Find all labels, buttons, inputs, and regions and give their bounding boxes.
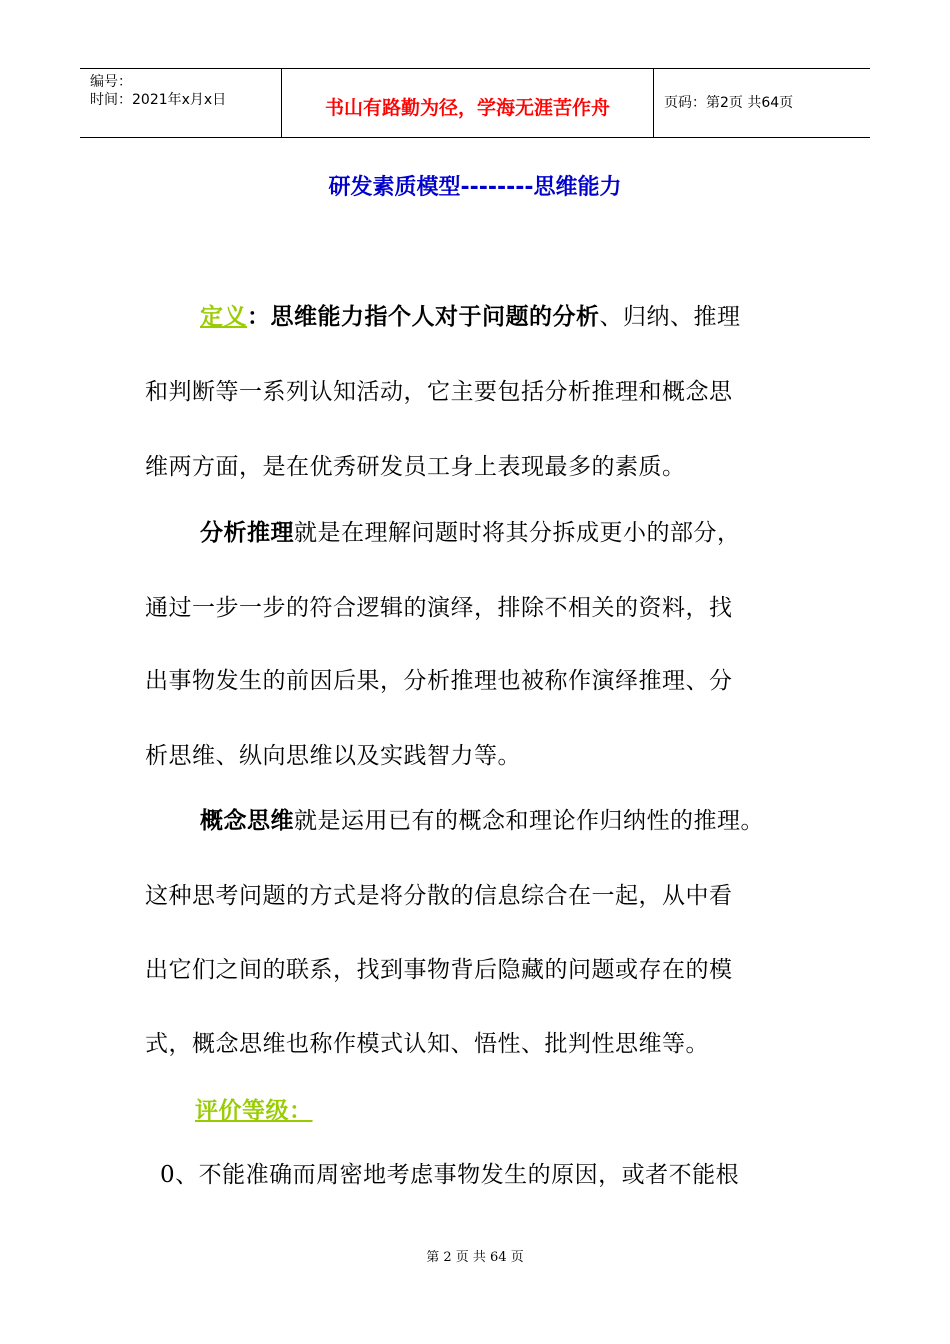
page-info: 页码：第2页 共64页 <box>664 95 794 111</box>
paragraph-line-4 <box>200 514 741 547</box>
page-footer: 第 2 页 共 64 页 <box>426 1250 524 1265</box>
header-left-cell <box>80 69 281 137</box>
paragraph-line-13: 0、不能准确而周密地考虑事物发生的原因，或者不能根 <box>160 1162 740 1188</box>
paragraph-line-7: 析思维、纵向思维以及实践智力等。 <box>145 743 521 769</box>
header-motto-cell <box>281 69 654 137</box>
paragraph-line-2: 和判断等一系列认知活动，它主要包括分析推理和概念思 <box>145 379 733 405</box>
paragraph-line-9: 这种思考问题的方式是将分散的信息综合在一起，从中看 <box>145 883 733 909</box>
page-title: 研发素质模型--------思维能力 <box>328 175 622 200</box>
paragraph-line-1 <box>200 298 741 331</box>
definition-bold-text: 思维能力指个人对于问题的分析 <box>270 303 600 330</box>
definition-rest-text: 、归纳、推理 <box>599 304 741 330</box>
paragraph-line-8 <box>200 802 764 835</box>
analysis-rest-text: 就是在理解问题时将其分拆成更小的部分， <box>294 520 741 546</box>
header-right-cell <box>654 69 870 137</box>
paragraph-line-10: 出它们之间的联系，找到事物背后隐藏的问题或存在的模 <box>145 957 733 983</box>
rating-label: 评价等级： <box>195 1097 313 1124</box>
concept-rest-text: 就是运用已有的概念和理论作归纳性的推理。 <box>294 808 764 834</box>
paragraph-line-5: 通过一步一步的符合逻辑的演绎，排除不相关的资料，找 <box>145 595 733 621</box>
number-label: 编号： <box>90 74 132 90</box>
definition-colon: ： <box>247 303 271 330</box>
paragraph-line-3: 维两方面，是在优秀研发员工身上表现最多的素质。 <box>145 454 686 480</box>
time-label: 时间：2021年x月x日 <box>90 92 227 108</box>
analysis-term: 分析推理 <box>200 519 294 546</box>
motto: 书山有路勤为径，学海无涯苦作舟 <box>324 97 610 119</box>
paragraph-line-6: 出事物发生的前因后果，分析推理也被称作演绎推理、分 <box>145 668 733 694</box>
definition-label: 定义 <box>200 303 247 330</box>
paragraph-line-11: 式，概念思维也称作模式认知、悟性、批判性思维等。 <box>145 1031 709 1057</box>
concept-term: 概念思维 <box>200 807 294 834</box>
document-header <box>80 68 870 138</box>
